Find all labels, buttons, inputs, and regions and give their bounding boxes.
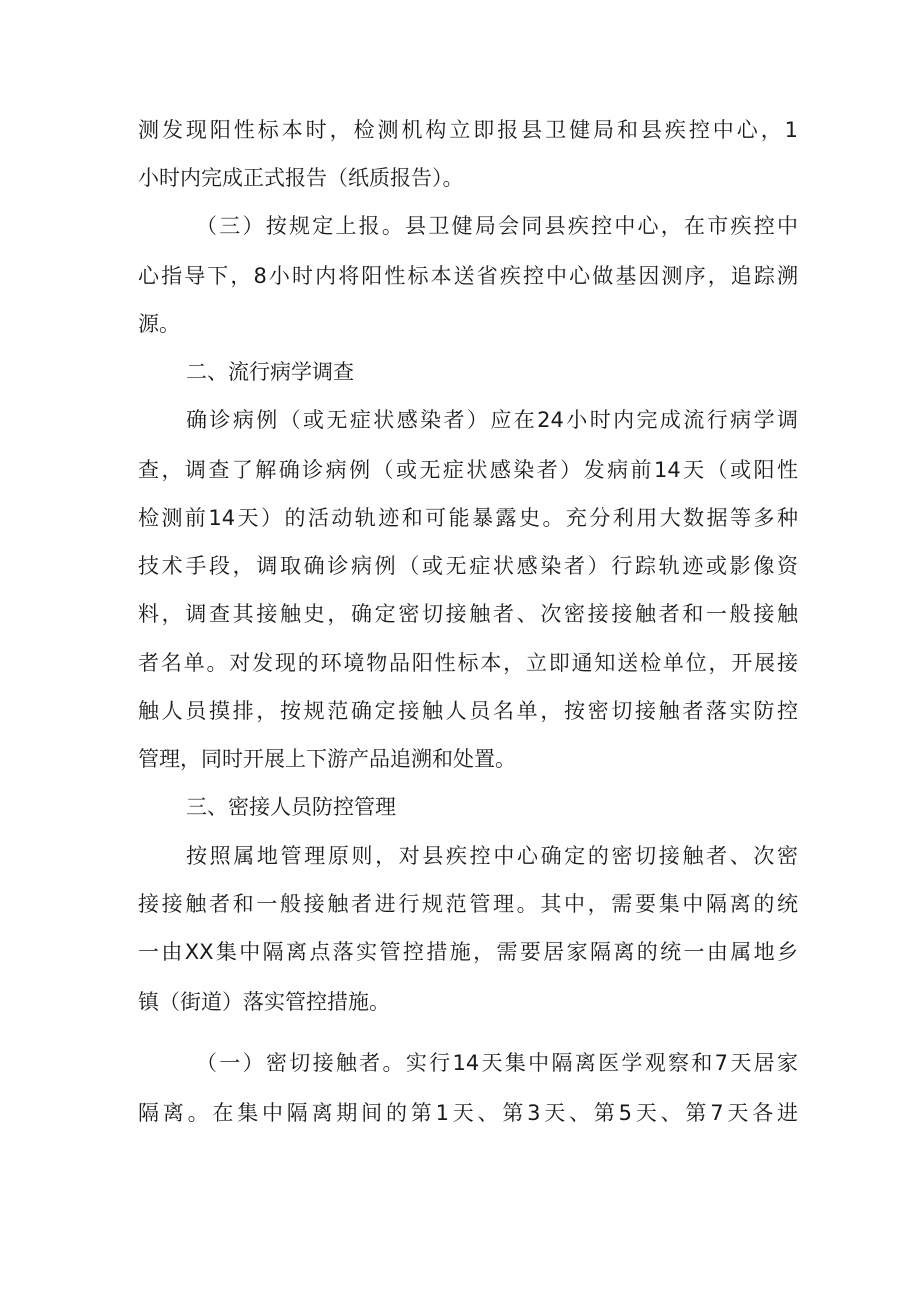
text-line-10: 技术手段，调取确诊病例（或无症状感染者）行踪轨迹或影像资 xyxy=(138,554,798,578)
text-line-14: 管理，同时开展上下游产品追溯和处置。 xyxy=(138,747,516,771)
text-line-13: 触人员摸排，按规范确定接触人员名单，按密切接触者落实防控 xyxy=(138,699,798,723)
text-line-17: 接接触者和一般接触者进行规范管理。其中，需要集中隔离的统 xyxy=(138,892,798,916)
text-line-18: 一由XX集中隔离点落实管控措施，需要居家隔离的统一由属地乡 xyxy=(138,940,798,964)
text-line-1: 测发现阳性标本时，检测机构立即报县卫健局和县疾控中心，1 xyxy=(138,118,798,142)
text-line-4: 心指导下，8小时内将阳性标本送省疾控中心做基因测序，追踪溯 xyxy=(138,264,798,288)
text-line-11: 料，调查其接触史，确定密切接触者、次密接接触者和一般接触 xyxy=(138,602,798,626)
text-line-21: 隔离。在集中隔离期间的第1天、第3天、第5天、第7天各进 xyxy=(138,1101,798,1125)
text-line-3: （三）按规定上报。县卫健局会同县疾控中心，在市疾控中 xyxy=(196,214,798,238)
text-line-9: 检测前14天）的活动轨迹和可能暴露史。充分利用大数据等多种 xyxy=(138,506,798,530)
text-line-19: 镇（街道）落实管控措施。 xyxy=(138,990,390,1014)
section-heading-2: 二、流行病学调查 xyxy=(186,360,354,384)
text-line-7: 确诊病例（或无症状感染者）应在24小时内完成流行病学调 xyxy=(186,408,798,432)
text-line-5: 源。 xyxy=(138,312,180,336)
section-heading-3: 三、密接人员防控管理 xyxy=(186,795,396,819)
text-line-20: （一）密切接触者。实行14天集中隔离医学观察和7天居家 xyxy=(196,1051,798,1075)
text-line-2: 小时内完成正式报告（纸质报告）。 xyxy=(138,166,464,190)
text-line-8: 查，调查了解确诊病例（或无症状感染者）发病前14天（或阳性 xyxy=(138,458,798,482)
text-line-16: 按照属地管理原则，对县疾控中心确定的密切接触者、次密 xyxy=(186,844,798,868)
text-line-12: 者名单。对发现的环境物品阳性标本，立即通知送检单位，开展接 xyxy=(138,651,798,675)
